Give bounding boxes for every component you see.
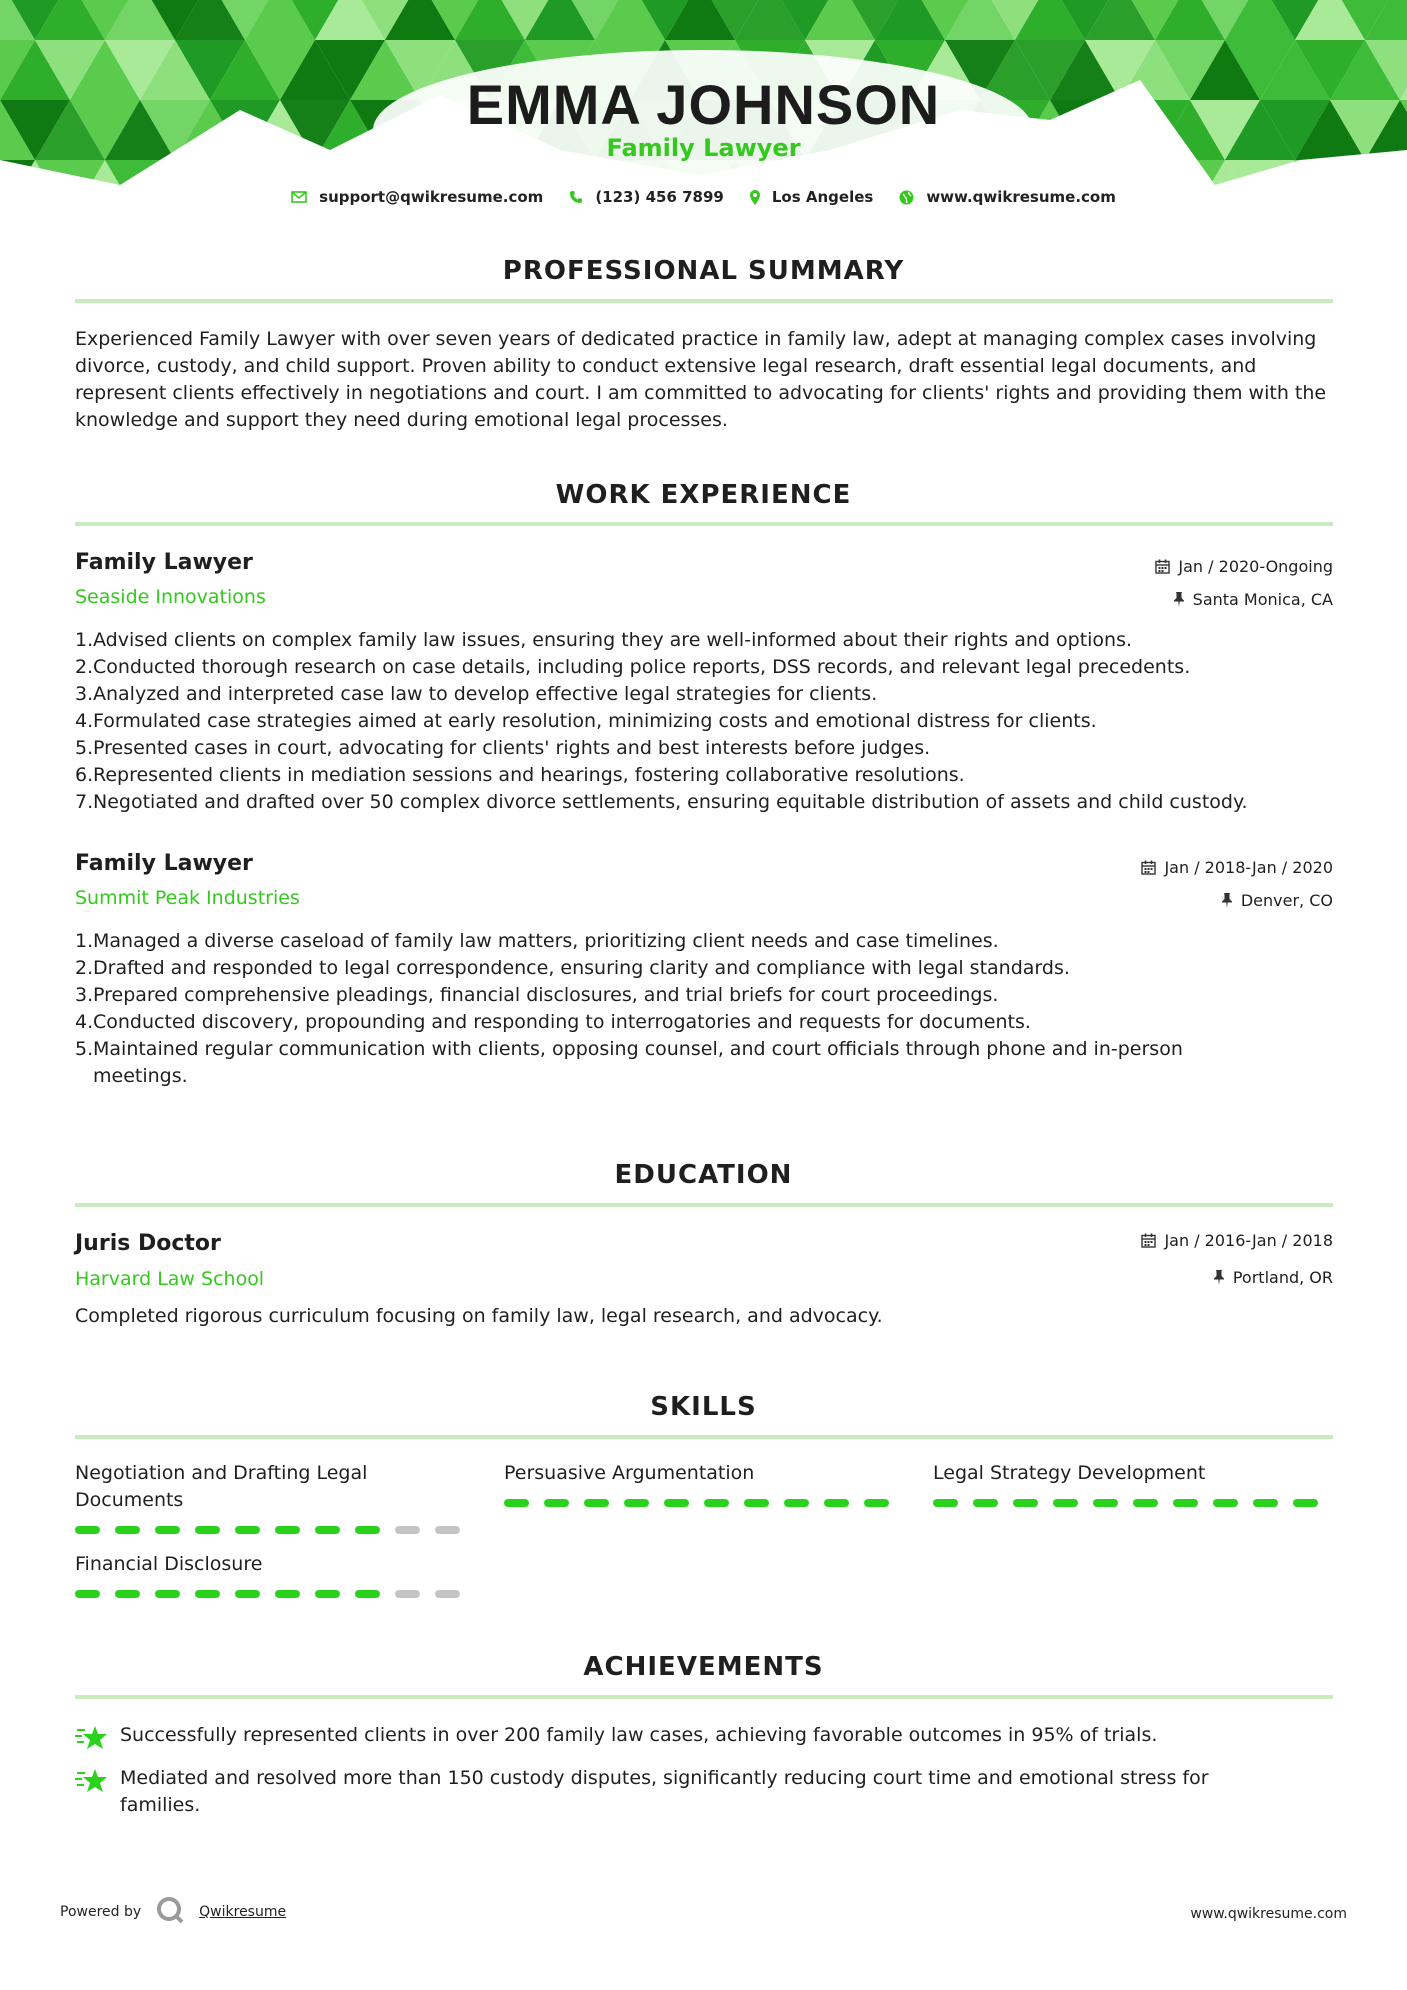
phone-icon [569, 190, 583, 204]
summary-divider [75, 299, 1333, 303]
skill-dot-filled [973, 1499, 998, 1507]
list-item: 6. Represented clients in mediation sessions and hearings, fostering collaborative resolutions. [75, 764, 965, 786]
email-text: support@qwikresume.com [319, 188, 544, 206]
calendar-icon [1141, 1233, 1156, 1248]
job-dates-text: Jan / 2018-Jan / 2020 [1164, 858, 1333, 877]
skill-name: Legal Strategy Development [933, 1462, 1206, 1484]
skill-dot-filled [1253, 1499, 1278, 1507]
skill-name: Financial Disclosure [75, 1553, 263, 1575]
list-item: 2. Conducted thorough research on case details, including police reports, DSS records, and relevant legal precedents. [75, 656, 1191, 678]
star-icon [75, 1724, 109, 1752]
skill-dot-filled [195, 1526, 220, 1534]
skill-item [504, 1460, 904, 1507]
skill-dot-filled [784, 1499, 809, 1507]
list-item: 7. Negotiated and drafted over 50 complex divorce settlements, ensuring equitable distribution of assets and child custody. [75, 791, 1248, 813]
list-item: 3. Analyzed and interpreted case law to develop effective legal strategies for clients. [75, 683, 878, 705]
pushpin-icon [1173, 592, 1185, 607]
map-pin-icon [750, 190, 760, 205]
footer-website[interactable]: www.qwikresume.com [1190, 1906, 1347, 1922]
skill-dot-filled [664, 1499, 689, 1507]
skill-dot-filled [744, 1499, 769, 1507]
skill-rating [75, 1590, 475, 1598]
skill-dot-filled [315, 1526, 340, 1534]
calendar-icon [1141, 860, 1156, 875]
contact-email[interactable] [291, 188, 543, 206]
skill-dot-filled [75, 1526, 100, 1534]
skill-dot-filled [155, 1526, 180, 1534]
skill-dot-filled [1053, 1499, 1078, 1507]
pushpin-icon [1213, 1270, 1225, 1285]
achievements-divider [75, 1695, 1333, 1699]
skill-dot-filled [315, 1590, 340, 1598]
phone-text: (123) 456 7899 [595, 188, 724, 206]
list-item: 1. Managed a diverse caseload of family law matters, prioritizing client needs and case timelines. [75, 930, 999, 952]
school-name: Harvard Law School [75, 1268, 265, 1290]
skill-dot-filled [275, 1526, 300, 1534]
contact-bar [0, 188, 1407, 206]
job-dates [1141, 858, 1333, 877]
skill-dot-filled [624, 1499, 649, 1507]
candidate-name: EMMA JOHNSON [466, 73, 941, 136]
envelope-icon [291, 191, 307, 203]
skill-dot-empty [395, 1526, 420, 1534]
skill-rating [75, 1526, 475, 1534]
globe-icon [899, 190, 914, 205]
skill-dot-filled [933, 1499, 958, 1507]
skill-rating [504, 1499, 904, 1507]
skill-dot-filled [355, 1590, 380, 1598]
degree-title: Juris Doctor [75, 1231, 221, 1256]
skill-dot-empty [395, 1590, 420, 1598]
list-item: 4. Formulated case strategies aimed at early resolution, minimizing costs and emotional distress for clients. [75, 710, 1097, 732]
education-dates [1141, 1231, 1333, 1250]
summary-heading: PROFESSIONAL SUMMARY [502, 256, 905, 286]
job-dates [1155, 557, 1333, 576]
list-item: 5. Maintained regular communication with clients, opposing counsel, and court officials through phone and in-person meetings. [75, 1038, 1183, 1087]
skill-dot-filled [115, 1590, 140, 1598]
summary-text: Experienced Family Lawyer with over seven years of dedicated practice in family law, adept at managing complex cases involving divorce, custody, and child support. Proven ability to conduct extensive legal research, draft essential legal documents, and represent clients effectively in negotiations and court. I am committed to advocating for clients' rights and providing them with the knowledge and support they need during emotional legal processes. [75, 328, 1327, 431]
job-location [1221, 891, 1333, 910]
skill-dot-filled [115, 1526, 140, 1534]
skill-dot-filled [1173, 1499, 1198, 1507]
job-location-text: Denver, CO [1240, 891, 1333, 910]
skill-dot-filled [355, 1526, 380, 1534]
contact-website[interactable] [899, 188, 1116, 206]
skill-dot-filled [504, 1499, 529, 1507]
contact-phone[interactable] [569, 188, 724, 206]
education-dates-text: Jan / 2016-Jan / 2018 [1164, 1231, 1333, 1250]
skill-rating [933, 1499, 1333, 1507]
skill-dot-empty [435, 1590, 460, 1598]
footer-powered-by [60, 1895, 286, 1929]
skill-dot-filled [1133, 1499, 1158, 1507]
skill-dot-filled [584, 1499, 609, 1507]
experience-heading: WORK EXPERIENCE [555, 480, 852, 510]
job-dates-text: Jan / 2020-Ongoing [1178, 557, 1333, 576]
list-item: 4. Conducted discovery, propounding and responding to interrogatories and requests for documents. [75, 1011, 1031, 1033]
skill-name: Persuasive Argumentation [504, 1462, 755, 1484]
skill-dot-filled [1093, 1499, 1118, 1507]
qwikresume-logo-icon [155, 1895, 185, 1929]
achievement-item: Successfully represented clients in over 200 family law cases, achieving favorable outcomes in 95% of trials. [75, 1722, 1335, 1760]
candidate-title: Family Lawyer [606, 134, 801, 162]
education-description: Completed rigorous curriculum focusing on family law, legal research, and advocacy. [75, 1305, 883, 1327]
location-text: Los Angeles [771, 188, 874, 206]
skill-dot-empty [435, 1526, 460, 1534]
website-text: www.qwikresume.com [926, 188, 1116, 206]
education-location-text: Portland, OR [1232, 1268, 1333, 1287]
skill-dot-filled [155, 1590, 180, 1598]
skill-dot-filled [275, 1590, 300, 1598]
job-responsibilities [75, 627, 1335, 816]
list-item: 1. Advised clients on complex family law issues, ensuring they are well-informed about their rights and options. [75, 629, 1133, 651]
contact-location [750, 188, 873, 206]
experience-divider [75, 522, 1333, 526]
education-divider [75, 1203, 1333, 1207]
job-title: Family Lawyer [75, 550, 253, 575]
skill-dot-filled [235, 1590, 260, 1598]
list-item: 5. Presented cases in court, advocating for clients' rights and best interests before judges. [75, 737, 931, 759]
skill-item [75, 1460, 475, 1534]
skill-item [933, 1460, 1333, 1507]
star-icon [75, 1767, 109, 1795]
education-location [1213, 1268, 1333, 1287]
skills-heading: SKILLS [650, 1392, 757, 1422]
skill-dot-filled [75, 1590, 100, 1598]
skill-name: Negotiation and Drafting Legal Documents [75, 1462, 368, 1511]
skill-dot-filled [1213, 1499, 1238, 1507]
skill-dot-filled [544, 1499, 569, 1507]
job-responsibilities [75, 928, 1335, 1090]
job-title: Family Lawyer [75, 851, 253, 876]
brand-link[interactable]: Qwikresume [199, 1904, 287, 1920]
skill-dot-filled [864, 1499, 889, 1507]
job-location [1173, 590, 1333, 609]
list-item: 3. Prepared comprehensive pleadings, financial disclosures, and trial briefs for court proceedings. [75, 984, 999, 1006]
achievement-item: Mediated and resolved more than 150 custody disputes, significantly reducing court time and emotional stress for families. [75, 1765, 1335, 1819]
skill-dot-filled [1013, 1499, 1038, 1507]
achievements-heading: ACHIEVEMENTS [583, 1652, 824, 1682]
powered-by-label: Powered by [60, 1904, 142, 1920]
calendar-icon [1155, 559, 1170, 574]
pushpin-icon [1221, 893, 1233, 908]
skill-dot-filled [235, 1526, 260, 1534]
skill-dot-filled [704, 1499, 729, 1507]
skill-dot-filled [1293, 1499, 1318, 1507]
skill-dot-filled [195, 1590, 220, 1598]
list-item: 2. Drafted and responded to legal correspondence, ensuring clarity and compliance with legal standards. [75, 957, 1070, 979]
skills-divider [75, 1435, 1333, 1439]
education-heading: EDUCATION [614, 1160, 793, 1190]
job-location-text: Santa Monica, CA [1192, 590, 1333, 609]
skill-dot-filled [824, 1499, 849, 1507]
company-name: Seaside Innovations [75, 586, 266, 608]
company-name: Summit Peak Industries [75, 887, 300, 909]
skill-item [75, 1551, 475, 1598]
